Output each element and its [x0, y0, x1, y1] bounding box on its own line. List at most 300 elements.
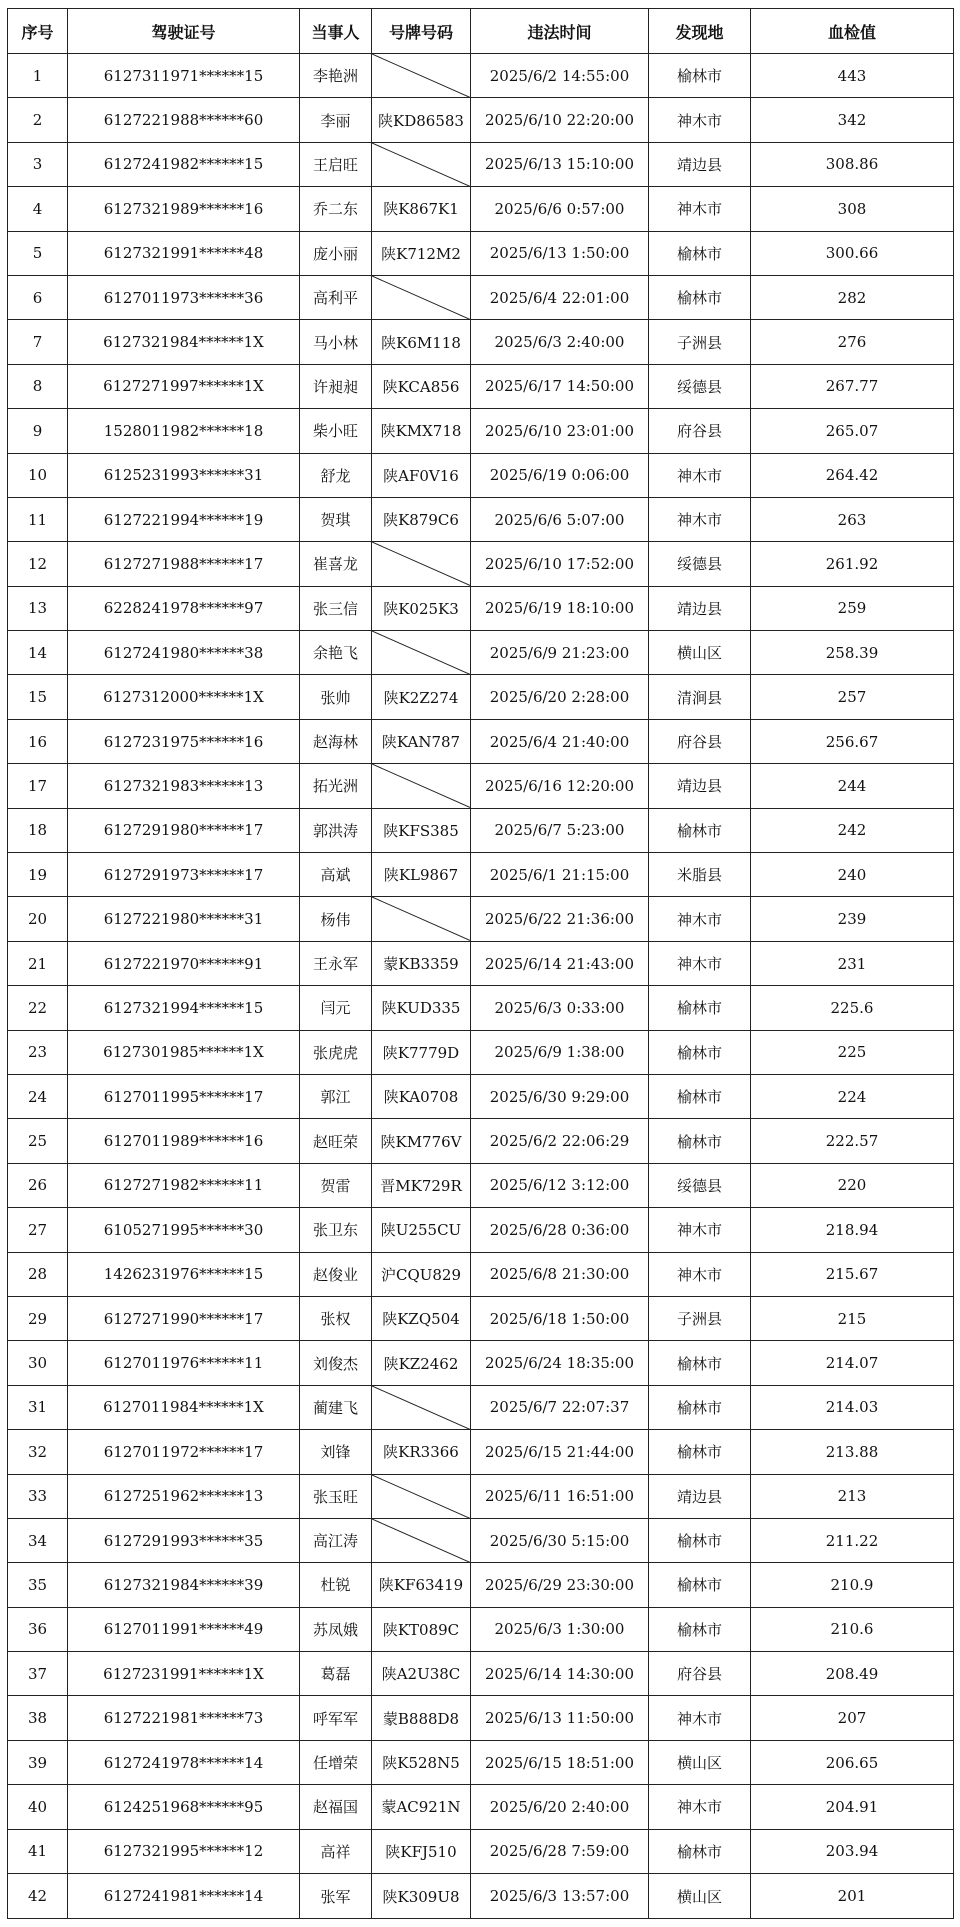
cell-location: 靖边县: [649, 1474, 751, 1518]
cell-plate-number: 陕K879C6: [372, 497, 471, 541]
cell-location: 神木市: [649, 1208, 751, 1252]
table-row: [8, 1607, 954, 1651]
cell-party: 乔二东: [300, 187, 372, 231]
cell-plate-number-empty: [372, 1474, 471, 1518]
cell-index: 25: [8, 1119, 68, 1163]
cell-party: 高江涛: [300, 1518, 372, 1562]
cell-party: 闫元: [300, 986, 372, 1030]
cell-location: 榆林市: [649, 1030, 751, 1074]
table-row: [8, 364, 954, 408]
cell-license-number: 6127321983******13: [68, 764, 300, 808]
cell-violation-time: 2025/6/19 18:10:00: [471, 586, 649, 630]
cell-violation-time: 2025/6/13 15:10:00: [471, 142, 649, 186]
cell-license-number: 6127271990******17: [68, 1296, 300, 1340]
cell-blood-test-value: 211.22: [751, 1518, 954, 1562]
cell-index: 23: [8, 1030, 68, 1074]
cell-party: 张权: [300, 1296, 372, 1340]
cell-location: 榆林市: [649, 1119, 751, 1163]
cell-location: 绥德县: [649, 542, 751, 586]
cell-party: 贺琪: [300, 497, 372, 541]
cell-violation-time: 2025/6/3 2:40:00: [471, 320, 649, 364]
cell-license-number: 6127011991******49: [68, 1607, 300, 1651]
cell-party: 高祥: [300, 1829, 372, 1873]
cell-license-number: 6127011972******17: [68, 1430, 300, 1474]
table-row: [8, 1030, 954, 1074]
cell-blood-test-value: 282: [751, 275, 954, 319]
table-row: [8, 586, 954, 630]
cell-party: 郭江: [300, 1074, 372, 1118]
cell-location: 清涧县: [649, 675, 751, 719]
cell-location: 神木市: [649, 497, 751, 541]
cell-blood-test-value: 242: [751, 808, 954, 852]
cell-index: 29: [8, 1296, 68, 1340]
table-row: [8, 1119, 954, 1163]
cell-location: 榆林市: [649, 1563, 751, 1607]
cell-plate-number: 陕KT089C: [372, 1607, 471, 1651]
cell-blood-test-value: 210.6: [751, 1607, 954, 1651]
cell-blood-test-value: 214.03: [751, 1385, 954, 1429]
cell-party: 王永军: [300, 941, 372, 985]
cell-violation-time: 2025/6/10 22:20:00: [471, 98, 649, 142]
table-row: [8, 1341, 954, 1385]
cell-violation-time: 2025/6/24 18:35:00: [471, 1341, 649, 1385]
cell-license-number: 6127291993******35: [68, 1518, 300, 1562]
cell-index: 40: [8, 1785, 68, 1829]
cell-location: 榆林市: [649, 1341, 751, 1385]
cell-blood-test-value: 342: [751, 98, 954, 142]
cell-blood-test-value: 225.6: [751, 986, 954, 1030]
cell-plate-number: 陕KL9867: [372, 853, 471, 897]
cell-location: 神木市: [649, 897, 751, 941]
cell-license-number: 6127011984******1X: [68, 1385, 300, 1429]
cell-license-number: 6127311971******15: [68, 54, 300, 98]
cell-license-number: 6127221981******73: [68, 1696, 300, 1740]
cell-plate-number: 陕K7779D: [372, 1030, 471, 1074]
cell-license-number: 6127241981******14: [68, 1874, 300, 1919]
table-row: [8, 1829, 954, 1873]
cell-violation-time: 2025/6/22 21:36:00: [471, 897, 649, 941]
table-row: [8, 453, 954, 497]
cell-index: 32: [8, 1430, 68, 1474]
cell-plate-number: 陕KFS385: [372, 808, 471, 852]
cell-license-number: 6127241980******38: [68, 631, 300, 675]
cell-plate-number-empty: [372, 275, 471, 319]
cell-plate-number: 陕U255CU: [372, 1208, 471, 1252]
cell-plate-number: 蒙B888D8: [372, 1696, 471, 1740]
cell-license-number: 6127321994******15: [68, 986, 300, 1030]
cell-license-number: 6124251968******95: [68, 1785, 300, 1829]
cell-license-number: 6127271982******11: [68, 1163, 300, 1207]
table-row: [8, 986, 954, 1030]
table-row: [8, 941, 954, 985]
cell-license-number: 6127321984******39: [68, 1563, 300, 1607]
cell-location: 神木市: [649, 98, 751, 142]
cell-party: 李丽: [300, 98, 372, 142]
cell-blood-test-value: 213: [751, 1474, 954, 1518]
cell-violation-time: 2025/6/14 14:30:00: [471, 1652, 649, 1696]
cell-index: 11: [8, 497, 68, 541]
empty-cell-slash: [372, 143, 470, 186]
table-row: [8, 497, 954, 541]
cell-location: 榆林市: [649, 986, 751, 1030]
cell-location: 横山区: [649, 1874, 751, 1919]
cell-plate-number: 陕KF63419: [372, 1563, 471, 1607]
cell-index: 8: [8, 364, 68, 408]
cell-plate-number: 陕KFJ510: [372, 1829, 471, 1873]
cell-blood-test-value: 265.07: [751, 409, 954, 453]
table-row: [8, 631, 954, 675]
table-row: [8, 275, 954, 319]
cell-blood-test-value: 257: [751, 675, 954, 719]
cell-plate-number: 沪CQU829: [372, 1252, 471, 1296]
cell-plate-number: 陕K6M118: [372, 320, 471, 364]
table-row: [8, 808, 954, 852]
cell-location: 子洲县: [649, 1296, 751, 1340]
cell-license-number: 6105271995******30: [68, 1208, 300, 1252]
cell-party: 赵旺荣: [300, 1119, 372, 1163]
cell-violation-time: 2025/6/30 9:29:00: [471, 1074, 649, 1118]
cell-index: 19: [8, 853, 68, 897]
cell-blood-test-value: 240: [751, 853, 954, 897]
table-row: [8, 1740, 954, 1784]
cell-index: 33: [8, 1474, 68, 1518]
cell-location: 榆林市: [649, 54, 751, 98]
cell-party: 杜锐: [300, 1563, 372, 1607]
cell-party: 舒龙: [300, 453, 372, 497]
cell-location: 府谷县: [649, 719, 751, 763]
cell-party: 柴小旺: [300, 409, 372, 453]
cell-plate-number: 晋MK729R: [372, 1163, 471, 1207]
cell-index: 12: [8, 542, 68, 586]
empty-cell-slash: [372, 1386, 470, 1429]
cell-blood-test-value: 218.94: [751, 1208, 954, 1252]
cell-license-number: 6127251962******13: [68, 1474, 300, 1518]
cell-blood-test-value: 225: [751, 1030, 954, 1074]
cell-index: 37: [8, 1652, 68, 1696]
table-row: [8, 54, 954, 98]
cell-blood-test-value: 208.49: [751, 1652, 954, 1696]
cell-violation-time: 2025/6/28 0:36:00: [471, 1208, 649, 1252]
cell-license-number: 6127312000******1X: [68, 675, 300, 719]
cell-index: 34: [8, 1518, 68, 1562]
cell-index: 9: [8, 409, 68, 453]
cell-index: 7: [8, 320, 68, 364]
cell-violation-time: 2025/6/18 1:50:00: [471, 1296, 649, 1340]
cell-party: 张卫东: [300, 1208, 372, 1252]
cell-index: 10: [8, 453, 68, 497]
cell-violation-time: 2025/6/30 5:15:00: [471, 1518, 649, 1562]
cell-violation-time: 2025/6/10 23:01:00: [471, 409, 649, 453]
cell-license-number: 6127291980******17: [68, 808, 300, 852]
cell-location: 榆林市: [649, 808, 751, 852]
empty-cell-slash: [372, 54, 470, 97]
cell-plate-number: 陕K2Z274: [372, 675, 471, 719]
cell-index: 36: [8, 1607, 68, 1651]
cell-violation-time: 2025/6/9 1:38:00: [471, 1030, 649, 1074]
cell-index: 20: [8, 897, 68, 941]
cell-location: 府谷县: [649, 1652, 751, 1696]
cell-location: 神木市: [649, 941, 751, 985]
cell-location: 榆林市: [649, 1430, 751, 1474]
cell-location: 横山区: [649, 1740, 751, 1784]
cell-license-number: 6127011989******16: [68, 1119, 300, 1163]
cell-location: 靖边县: [649, 764, 751, 808]
cell-index: 3: [8, 142, 68, 186]
cell-plate-number: 陕K712M2: [372, 231, 471, 275]
table-row: [8, 142, 954, 186]
header-license-number: 驾驶证号: [68, 9, 300, 54]
cell-plate-number: 陕K528N5: [372, 1740, 471, 1784]
cell-index: 13: [8, 586, 68, 630]
cell-location: 神木市: [649, 1785, 751, 1829]
cell-plate-number: 陕AF0V16: [372, 453, 471, 497]
cell-blood-test-value: 222.57: [751, 1119, 954, 1163]
header-index: 序号: [8, 9, 68, 54]
table-row: [8, 1518, 954, 1562]
cell-blood-test-value: 263: [751, 497, 954, 541]
cell-blood-test-value: 215.67: [751, 1252, 954, 1296]
cell-license-number: 6127221994******19: [68, 497, 300, 541]
cell-blood-test-value: 244: [751, 764, 954, 808]
cell-index: 15: [8, 675, 68, 719]
cell-index: 38: [8, 1696, 68, 1740]
cell-plate-number: 陕KZQ504: [372, 1296, 471, 1340]
cell-blood-test-value: 207: [751, 1696, 954, 1740]
cell-party: 苏凤娥: [300, 1607, 372, 1651]
cell-location: 靖边县: [649, 586, 751, 630]
cell-index: 6: [8, 275, 68, 319]
table-row: [8, 1696, 954, 1740]
table-row: [8, 542, 954, 586]
cell-blood-test-value: 201: [751, 1874, 954, 1919]
cell-violation-time: 2025/6/14 21:43:00: [471, 941, 649, 985]
cell-location: 横山区: [649, 631, 751, 675]
empty-cell-slash: [372, 542, 470, 585]
cell-blood-test-value: 224: [751, 1074, 954, 1118]
cell-party: 呼军军: [300, 1696, 372, 1740]
cell-location: 榆林市: [649, 1518, 751, 1562]
table-row: [8, 409, 954, 453]
table-row: [8, 1430, 954, 1474]
cell-location: 绥德县: [649, 364, 751, 408]
header-location: 发现地: [649, 9, 751, 54]
cell-blood-test-value: 213.88: [751, 1430, 954, 1474]
table-row: [8, 231, 954, 275]
cell-party: 张帅: [300, 675, 372, 719]
cell-violation-time: 2025/6/17 14:50:00: [471, 364, 649, 408]
cell-party: 赵俊业: [300, 1252, 372, 1296]
cell-location: 榆林市: [649, 231, 751, 275]
table-row: [8, 853, 954, 897]
cell-index: 14: [8, 631, 68, 675]
cell-blood-test-value: 259: [751, 586, 954, 630]
cell-license-number: 6127221988******60: [68, 98, 300, 142]
cell-plate-number-empty: [372, 631, 471, 675]
cell-license-number: 6127321984******1X: [68, 320, 300, 364]
cell-blood-test-value: 239: [751, 897, 954, 941]
cell-blood-test-value: 267.77: [751, 364, 954, 408]
cell-location: 榆林市: [649, 1607, 751, 1651]
cell-plate-number: 陕KM776V: [372, 1119, 471, 1163]
cell-blood-test-value: 231: [751, 941, 954, 985]
cell-violation-time: 2025/6/15 21:44:00: [471, 1430, 649, 1474]
cell-index: 5: [8, 231, 68, 275]
cell-party: 马小林: [300, 320, 372, 364]
cell-license-number: 6127241982******15: [68, 142, 300, 186]
cell-party: 刘锋: [300, 1430, 372, 1474]
cell-party: 高斌: [300, 853, 372, 897]
cell-location: 榆林市: [649, 1074, 751, 1118]
cell-license-number: 6127321995******12: [68, 1829, 300, 1873]
table-row: [8, 1785, 954, 1829]
cell-index: 17: [8, 764, 68, 808]
cell-violation-time: 2025/6/9 21:23:00: [471, 631, 649, 675]
cell-plate-number: 陕KD86583: [372, 98, 471, 142]
cell-plate-number: 陕KR3366: [372, 1430, 471, 1474]
cell-plate-number-empty: [372, 142, 471, 186]
cell-plate-number: 陕K025K3: [372, 586, 471, 630]
cell-party: 张三信: [300, 586, 372, 630]
cell-blood-test-value: 308: [751, 187, 954, 231]
table-row: [8, 1252, 954, 1296]
cell-blood-test-value: 258.39: [751, 631, 954, 675]
cell-license-number: 1426231976******15: [68, 1252, 300, 1296]
table-row: [8, 187, 954, 231]
cell-index: 26: [8, 1163, 68, 1207]
cell-index: 2: [8, 98, 68, 142]
cell-violation-time: 2025/6/3 0:33:00: [471, 986, 649, 1030]
empty-cell-slash: [372, 1519, 470, 1562]
cell-violation-time: 2025/6/6 0:57:00: [471, 187, 649, 231]
cell-violation-time: 2025/6/7 5:23:00: [471, 808, 649, 852]
cell-plate-number: 陕K867K1: [372, 187, 471, 231]
cell-blood-test-value: 210.9: [751, 1563, 954, 1607]
cell-plate-number-empty: [372, 54, 471, 98]
cell-violation-time: 2025/6/19 0:06:00: [471, 453, 649, 497]
cell-plate-number: 陕KMX718: [372, 409, 471, 453]
cell-plate-number: 陕KUD335: [372, 986, 471, 1030]
cell-blood-test-value: 204.91: [751, 1785, 954, 1829]
table-row: [8, 1874, 954, 1919]
cell-violation-time: 2025/6/13 1:50:00: [471, 231, 649, 275]
cell-violation-time: 2025/6/13 11:50:00: [471, 1696, 649, 1740]
cell-location: 米脂县: [649, 853, 751, 897]
cell-party: 任增荣: [300, 1740, 372, 1784]
cell-location: 靖边县: [649, 142, 751, 186]
cell-index: 4: [8, 187, 68, 231]
header-party: 当事人: [300, 9, 372, 54]
cell-violation-time: 2025/6/29 23:30:00: [471, 1563, 649, 1607]
cell-violation-time: 2025/6/11 16:51:00: [471, 1474, 649, 1518]
cell-party: 王启旺: [300, 142, 372, 186]
cell-violation-time: 2025/6/2 22:06:29: [471, 1119, 649, 1163]
cell-plate-number: 陕K309U8: [372, 1874, 471, 1919]
cell-party: 张玉旺: [300, 1474, 372, 1518]
cell-location: 榆林市: [649, 275, 751, 319]
cell-plate-number: 陕KCA856: [372, 364, 471, 408]
cell-blood-test-value: 276: [751, 320, 954, 364]
cell-blood-test-value: 308.86: [751, 142, 954, 186]
cell-index: 41: [8, 1829, 68, 1873]
table-row: [8, 1385, 954, 1429]
cell-violation-time: 2025/6/6 5:07:00: [471, 497, 649, 541]
table-row: [8, 1074, 954, 1118]
header-row: [8, 9, 954, 54]
cell-license-number: 6127011995******17: [68, 1074, 300, 1118]
cell-index: 16: [8, 719, 68, 763]
cell-index: 30: [8, 1341, 68, 1385]
cell-license-number: 1528011982******18: [68, 409, 300, 453]
cell-party: 葛磊: [300, 1652, 372, 1696]
cell-plate-number: 陕KZ2462: [372, 1341, 471, 1385]
cell-party: 赵福国: [300, 1785, 372, 1829]
cell-location: 神木市: [649, 187, 751, 231]
cell-blood-test-value: 256.67: [751, 719, 954, 763]
cell-license-number: 6127301985******1X: [68, 1030, 300, 1074]
cell-violation-time: 2025/6/2 14:55:00: [471, 54, 649, 98]
cell-license-number: 6127221970******91: [68, 941, 300, 985]
cell-location: 绥德县: [649, 1163, 751, 1207]
cell-license-number: 6127011976******11: [68, 1341, 300, 1385]
cell-party: 杨伟: [300, 897, 372, 941]
cell-blood-test-value: 300.66: [751, 231, 954, 275]
cell-license-number: 6127291973******17: [68, 853, 300, 897]
cell-blood-test-value: 215: [751, 1296, 954, 1340]
cell-party: 余艳飞: [300, 631, 372, 675]
cell-violation-time: 2025/6/10 17:52:00: [471, 542, 649, 586]
cell-blood-test-value: 203.94: [751, 1829, 954, 1873]
table-row: [8, 1563, 954, 1607]
table-row: [8, 897, 954, 941]
cell-party: 赵海林: [300, 719, 372, 763]
table-row: [8, 675, 954, 719]
empty-cell-slash: [372, 631, 470, 674]
cell-license-number: 6228241978******97: [68, 586, 300, 630]
cell-party: 高利平: [300, 275, 372, 319]
cell-party: 贺雷: [300, 1163, 372, 1207]
cell-plate-number: 蒙KB3359: [372, 941, 471, 985]
cell-blood-test-value: 264.42: [751, 453, 954, 497]
cell-index: 18: [8, 808, 68, 852]
cell-index: 42: [8, 1874, 68, 1919]
cell-index: 31: [8, 1385, 68, 1429]
cell-party: 张军: [300, 1874, 372, 1919]
cell-blood-test-value: 261.92: [751, 542, 954, 586]
cell-license-number: 6127231991******1X: [68, 1652, 300, 1696]
header-violation-time: 违法时间: [471, 9, 649, 54]
cell-violation-time: 2025/6/8 21:30:00: [471, 1252, 649, 1296]
cell-violation-time: 2025/6/16 12:20:00: [471, 764, 649, 808]
cell-plate-number: 陕KA0708: [372, 1074, 471, 1118]
cell-index: 39: [8, 1740, 68, 1784]
table-row: [8, 98, 954, 142]
cell-party: 李艳洲: [300, 54, 372, 98]
empty-cell-slash: [372, 897, 470, 940]
table-row: [8, 1474, 954, 1518]
cell-location: 神木市: [649, 453, 751, 497]
cell-party: 蔺建飞: [300, 1385, 372, 1429]
cell-plate-number-empty: [372, 1385, 471, 1429]
cell-violation-time: 2025/6/15 18:51:00: [471, 1740, 649, 1784]
cell-violation-time: 2025/6/1 21:15:00: [471, 853, 649, 897]
cell-party: 张虎虎: [300, 1030, 372, 1074]
table-row: [8, 1163, 954, 1207]
cell-violation-time: 2025/6/12 3:12:00: [471, 1163, 649, 1207]
cell-blood-test-value: 206.65: [751, 1740, 954, 1784]
cell-index: 21: [8, 941, 68, 985]
cell-violation-time: 2025/6/3 13:57:00: [471, 1874, 649, 1919]
cell-party: 许昶昶: [300, 364, 372, 408]
